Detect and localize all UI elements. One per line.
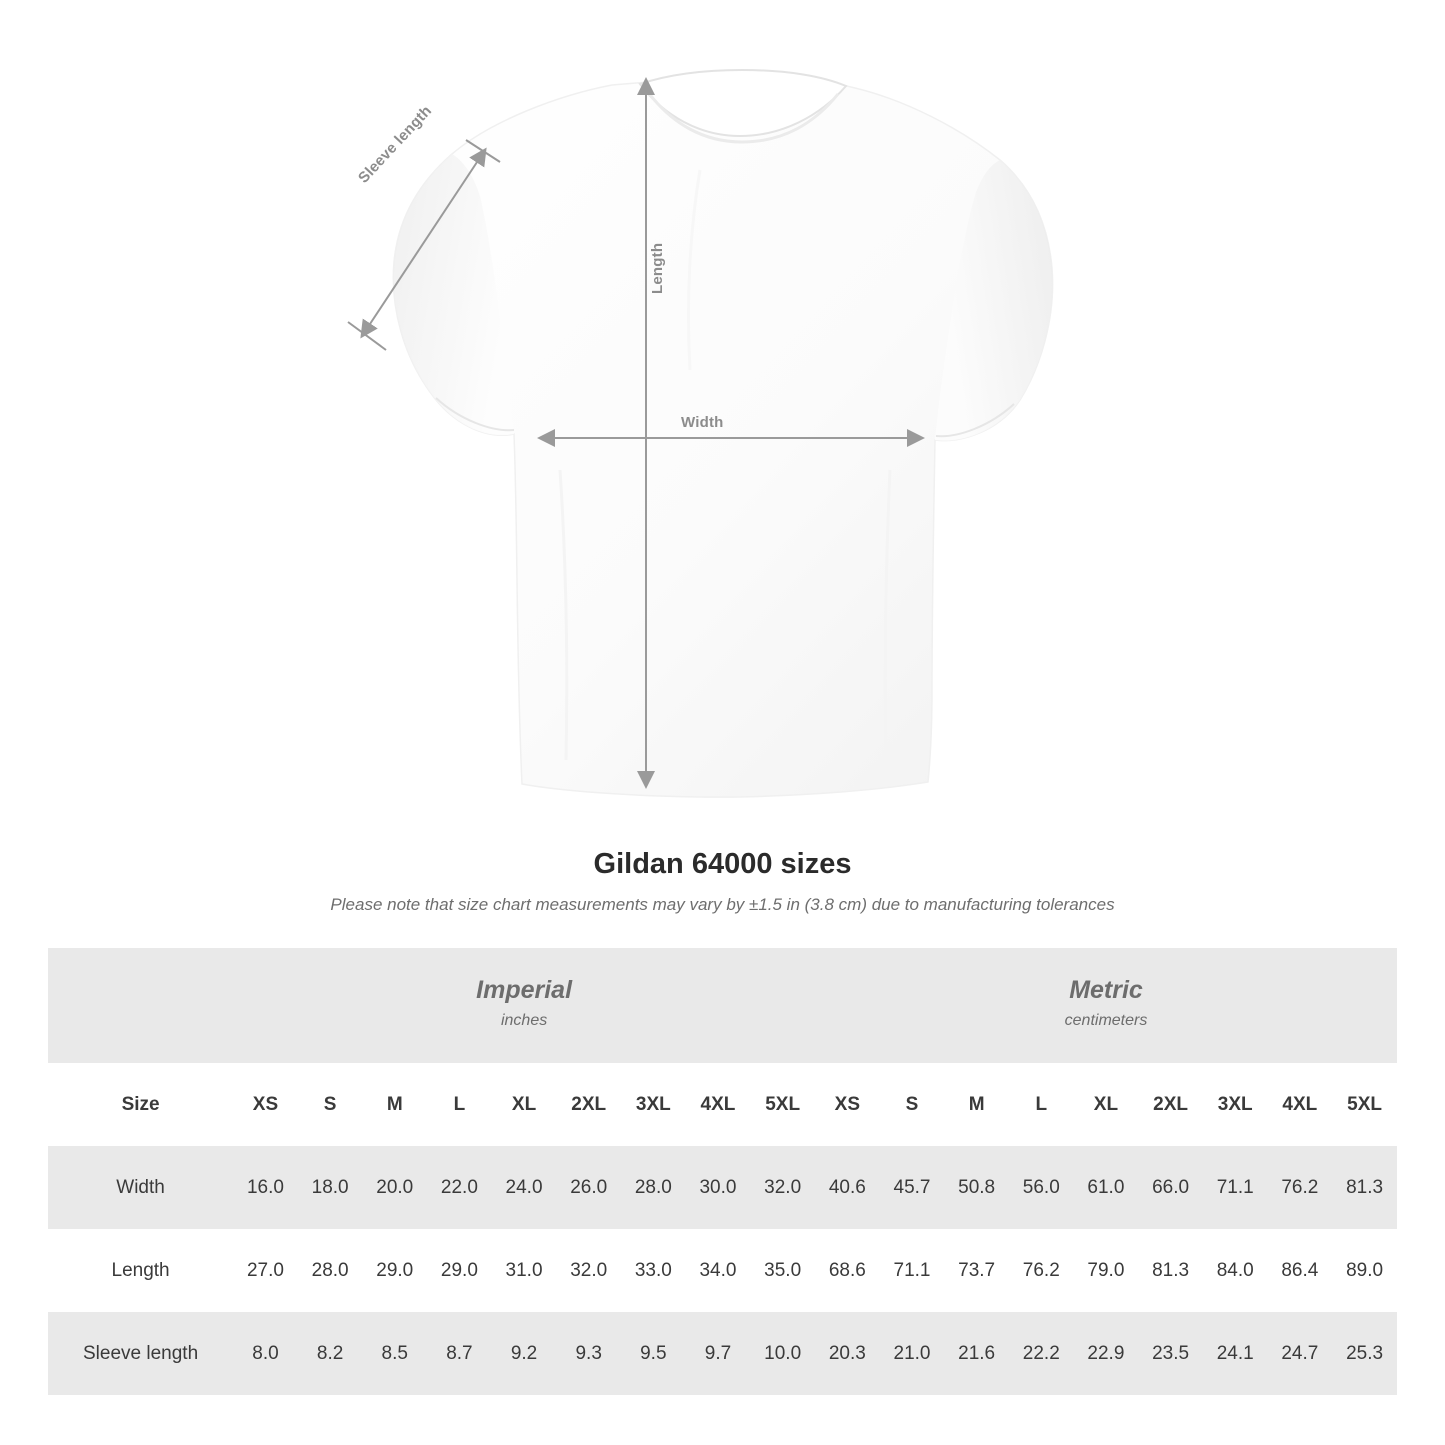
sleeve-metric-xs: 20.3 bbox=[815, 1312, 880, 1395]
size-cell-metric-l: L bbox=[1009, 1063, 1074, 1146]
length-imperial-xs: 27.0 bbox=[233, 1229, 298, 1312]
size-cell-imperial-m: M bbox=[362, 1063, 427, 1146]
width-metric-xs: 40.6 bbox=[815, 1146, 880, 1229]
length-imperial-l: 29.0 bbox=[427, 1229, 492, 1312]
length-imperial-5xl: 35.0 bbox=[750, 1229, 815, 1312]
size-cell-imperial-l: L bbox=[427, 1063, 492, 1146]
width-metric-l: 56.0 bbox=[1009, 1146, 1074, 1229]
sleeve-imperial-3xl: 9.5 bbox=[621, 1312, 686, 1395]
width-metric-3xl: 71.1 bbox=[1203, 1146, 1268, 1229]
width-metric-s: 45.7 bbox=[880, 1146, 945, 1229]
width-imperial-5xl: 32.0 bbox=[750, 1146, 815, 1229]
size-chart-table bbox=[48, 948, 1397, 1395]
sleeve-metric-4xl: 24.7 bbox=[1268, 1312, 1333, 1395]
size-cell-imperial-4xl: 4XL bbox=[686, 1063, 751, 1146]
sleeve-imperial-m: 8.5 bbox=[362, 1312, 427, 1395]
imperial-sublabel: inches bbox=[500, 1011, 548, 1029]
size-cell-imperial-5xl: 5XL bbox=[750, 1063, 815, 1146]
length-metric-3xl: 84.0 bbox=[1203, 1229, 1268, 1312]
size-cell-imperial-xl: XL bbox=[492, 1063, 557, 1146]
sleeve-metric-xl: 22.9 bbox=[1074, 1312, 1139, 1395]
length-imperial-s: 28.0 bbox=[298, 1229, 363, 1312]
imperial-label: Imperial bbox=[476, 975, 573, 1004]
measurement-note: Please note that size chart measurements may vary by ±1.5 in (3.8 cm) due to manufacturing tolerances bbox=[330, 895, 1115, 914]
metric-label: Metric bbox=[1069, 975, 1143, 1004]
length-metric-2xl: 81.3 bbox=[1138, 1229, 1203, 1312]
unit-header-metric bbox=[815, 948, 1397, 1063]
sleeve-imperial-4xl: 9.7 bbox=[686, 1312, 751, 1395]
length-metric-s: 71.1 bbox=[880, 1229, 945, 1312]
sleeve-imperial-xl: 9.2 bbox=[492, 1312, 557, 1395]
length-imperial-3xl: 33.0 bbox=[621, 1229, 686, 1312]
size-cell-imperial-2xl: 2XL bbox=[556, 1063, 621, 1146]
width-metric-xl: 61.0 bbox=[1074, 1146, 1139, 1229]
size-header-row bbox=[48, 1063, 1397, 1146]
length-imperial-4xl: 34.0 bbox=[686, 1229, 751, 1312]
sleeve-metric-m: 21.6 bbox=[944, 1312, 1009, 1395]
row-label-width: Width bbox=[48, 1146, 233, 1229]
size-cell-metric-s: S bbox=[880, 1063, 945, 1146]
length-metric-l: 76.2 bbox=[1009, 1229, 1074, 1312]
width-imperial-2xl: 26.0 bbox=[556, 1146, 621, 1229]
width-metric-5xl: 81.3 bbox=[1332, 1146, 1397, 1229]
length-metric-m: 73.7 bbox=[944, 1229, 1009, 1312]
width-imperial-m: 20.0 bbox=[362, 1146, 427, 1229]
table-row bbox=[48, 1146, 1397, 1229]
length-metric-4xl: 86.4 bbox=[1268, 1229, 1333, 1312]
length-label: Length bbox=[649, 242, 666, 294]
sleeve-imperial-l: 8.7 bbox=[427, 1312, 492, 1395]
length-metric-5xl: 89.0 bbox=[1332, 1229, 1397, 1312]
sleeve-metric-5xl: 25.3 bbox=[1332, 1312, 1397, 1395]
width-metric-4xl: 76.2 bbox=[1268, 1146, 1333, 1229]
unit-header-spacer bbox=[48, 948, 233, 1063]
width-imperial-xs: 16.0 bbox=[233, 1146, 298, 1229]
length-imperial-m: 29.0 bbox=[362, 1229, 427, 1312]
width-imperial-4xl: 30.0 bbox=[686, 1146, 751, 1229]
length-imperial-xl: 31.0 bbox=[492, 1229, 557, 1312]
size-cell-metric-xs: XS bbox=[815, 1063, 880, 1146]
unit-header-imperial bbox=[233, 948, 815, 1063]
length-metric-xl: 79.0 bbox=[1074, 1229, 1139, 1312]
sleeve-length-label: Sleeve length bbox=[355, 102, 436, 187]
size-cell-imperial-3xl: 3XL bbox=[621, 1063, 686, 1146]
table-row bbox=[48, 1229, 1397, 1312]
page-title: Gildan 64000 sizes bbox=[593, 848, 852, 880]
width-label: Width bbox=[681, 414, 724, 431]
size-chart-table-wrap bbox=[48, 948, 1397, 1395]
row-label-length: Length bbox=[48, 1229, 233, 1312]
size-cell-metric-4xl: 4XL bbox=[1268, 1063, 1333, 1146]
sleeve-imperial-2xl: 9.3 bbox=[556, 1312, 621, 1395]
sleeve-imperial-xs: 8.0 bbox=[233, 1312, 298, 1395]
width-metric-2xl: 66.0 bbox=[1138, 1146, 1203, 1229]
size-cell-imperial-s: S bbox=[298, 1063, 363, 1146]
width-metric-m: 50.8 bbox=[944, 1146, 1009, 1229]
sleeve-imperial-s: 8.2 bbox=[298, 1312, 363, 1395]
size-row-label: Size bbox=[48, 1063, 233, 1146]
width-imperial-s: 18.0 bbox=[298, 1146, 363, 1229]
size-cell-metric-5xl: 5XL bbox=[1332, 1063, 1397, 1146]
size-cell-metric-m: M bbox=[944, 1063, 1009, 1146]
sleeve-imperial-5xl: 10.0 bbox=[750, 1312, 815, 1395]
width-imperial-l: 22.0 bbox=[427, 1146, 492, 1229]
sleeve-metric-3xl: 24.1 bbox=[1203, 1312, 1268, 1395]
size-cell-metric-xl: XL bbox=[1074, 1063, 1139, 1146]
width-imperial-3xl: 28.0 bbox=[621, 1146, 686, 1229]
unit-header-row bbox=[48, 948, 1397, 1063]
metric-sublabel: centimeters bbox=[1064, 1011, 1148, 1029]
title-block bbox=[0, 848, 1445, 915]
width-imperial-xl: 24.0 bbox=[492, 1146, 557, 1229]
size-cell-imperial-xs: XS bbox=[233, 1063, 298, 1146]
sleeve-metric-2xl: 23.5 bbox=[1138, 1312, 1203, 1395]
table-row bbox=[48, 1312, 1397, 1395]
sleeve-metric-l: 22.2 bbox=[1009, 1312, 1074, 1395]
sleeve-metric-s: 21.0 bbox=[880, 1312, 945, 1395]
row-label-sleeve-length: Sleeve length bbox=[48, 1312, 233, 1395]
size-cell-metric-2xl: 2XL bbox=[1138, 1063, 1203, 1146]
length-metric-xs: 68.6 bbox=[815, 1229, 880, 1312]
size-cell-metric-3xl: 3XL bbox=[1203, 1063, 1268, 1146]
length-imperial-2xl: 32.0 bbox=[556, 1229, 621, 1312]
